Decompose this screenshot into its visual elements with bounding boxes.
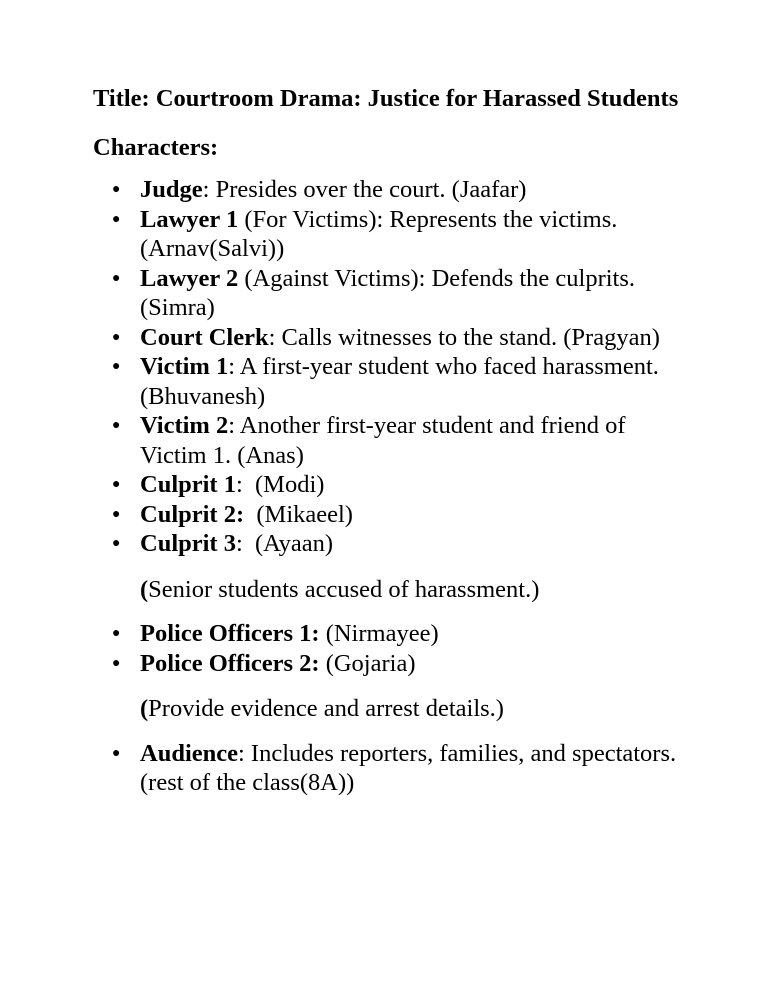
list-item	[93, 352, 693, 411]
bullet-icon: ●	[112, 182, 121, 197]
bullet-icon: ●	[112, 270, 121, 286]
character-role: Audience	[140, 739, 238, 767]
list-item	[93, 529, 693, 559]
character-description: (Mikaeel)	[244, 500, 353, 528]
bullet-icon: ●	[112, 536, 121, 551]
list-item	[93, 411, 693, 470]
character-description: : (Ayaan)	[235, 530, 334, 557]
character-role: Victim 1	[140, 353, 229, 380]
note-text: Provide evidence and arrest details.)	[148, 695, 504, 722]
character-description: (Against Victims): Defends the culprits. (Simra)	[140, 264, 636, 321]
character-description: : (Modi)	[235, 471, 325, 498]
character-description: : A first-year student who faced harassment. (Bhuvanesh)	[140, 353, 659, 410]
character-role: Culprit 2:	[140, 500, 245, 528]
list-item	[93, 649, 693, 679]
character-role: Police Officers 2:	[140, 649, 320, 677]
bullet-icon: ●	[112, 329, 121, 345]
character-description: (Gojaria)	[319, 649, 416, 677]
list-item	[93, 205, 693, 264]
character-role: Judge	[140, 176, 203, 203]
bullet-icon: ●	[112, 211, 121, 227]
note-text: Senior students accused of harassment.)	[148, 575, 540, 603]
character-list-group-3	[93, 739, 693, 798]
character-list-group-2	[93, 619, 693, 678]
character-role: Culprit 3	[140, 530, 236, 557]
bullet-icon: ●	[112, 477, 121, 492]
bullet-icon: ●	[112, 359, 121, 374]
note-paren: (	[140, 575, 149, 603]
character-description: (Nirmayee)	[319, 620, 439, 647]
character-role: Culprit 1	[140, 471, 236, 498]
document-page	[93, 84, 693, 798]
character-description: : Calls witnesses to the stand. (Pragyan)	[268, 323, 660, 351]
character-description: : Another first-year student and friend of Victim 1. (Anas)	[140, 412, 626, 469]
list-item	[93, 175, 693, 205]
culprits-note	[93, 575, 693, 605]
character-role: Victim 2	[140, 412, 229, 439]
note-paren: (	[140, 695, 149, 722]
bullet-icon: ●	[112, 745, 121, 761]
character-role: Court Clerk	[140, 323, 269, 351]
character-description: : Presides over the court. (Jaafar)	[202, 176, 527, 203]
bullet-icon: ●	[112, 418, 121, 433]
list-item	[93, 500, 693, 530]
character-list-group-1	[93, 175, 693, 559]
police-note	[93, 694, 693, 724]
character-description: : Includes reporters, families, and spectators. (rest of the class(8A))	[140, 739, 677, 796]
bullet-icon: ●	[112, 626, 121, 641]
bullet-icon: ●	[112, 655, 121, 671]
list-item	[93, 619, 693, 649]
list-item	[93, 739, 693, 798]
list-item	[93, 264, 693, 323]
character-role: Lawyer 2	[140, 264, 239, 292]
character-description: (For Victims): Represents the victims. (Arnav(Salvi))	[140, 205, 618, 262]
bullet-icon: ●	[112, 506, 121, 522]
characters-heading: Characters:	[93, 134, 219, 161]
document-title: Title: Courtroom Drama: Justice for Harassed Students	[93, 85, 679, 112]
list-item	[93, 323, 693, 353]
character-role: Lawyer 1	[140, 205, 239, 233]
list-item	[93, 470, 693, 500]
character-role: Police Officers 1:	[140, 620, 320, 647]
